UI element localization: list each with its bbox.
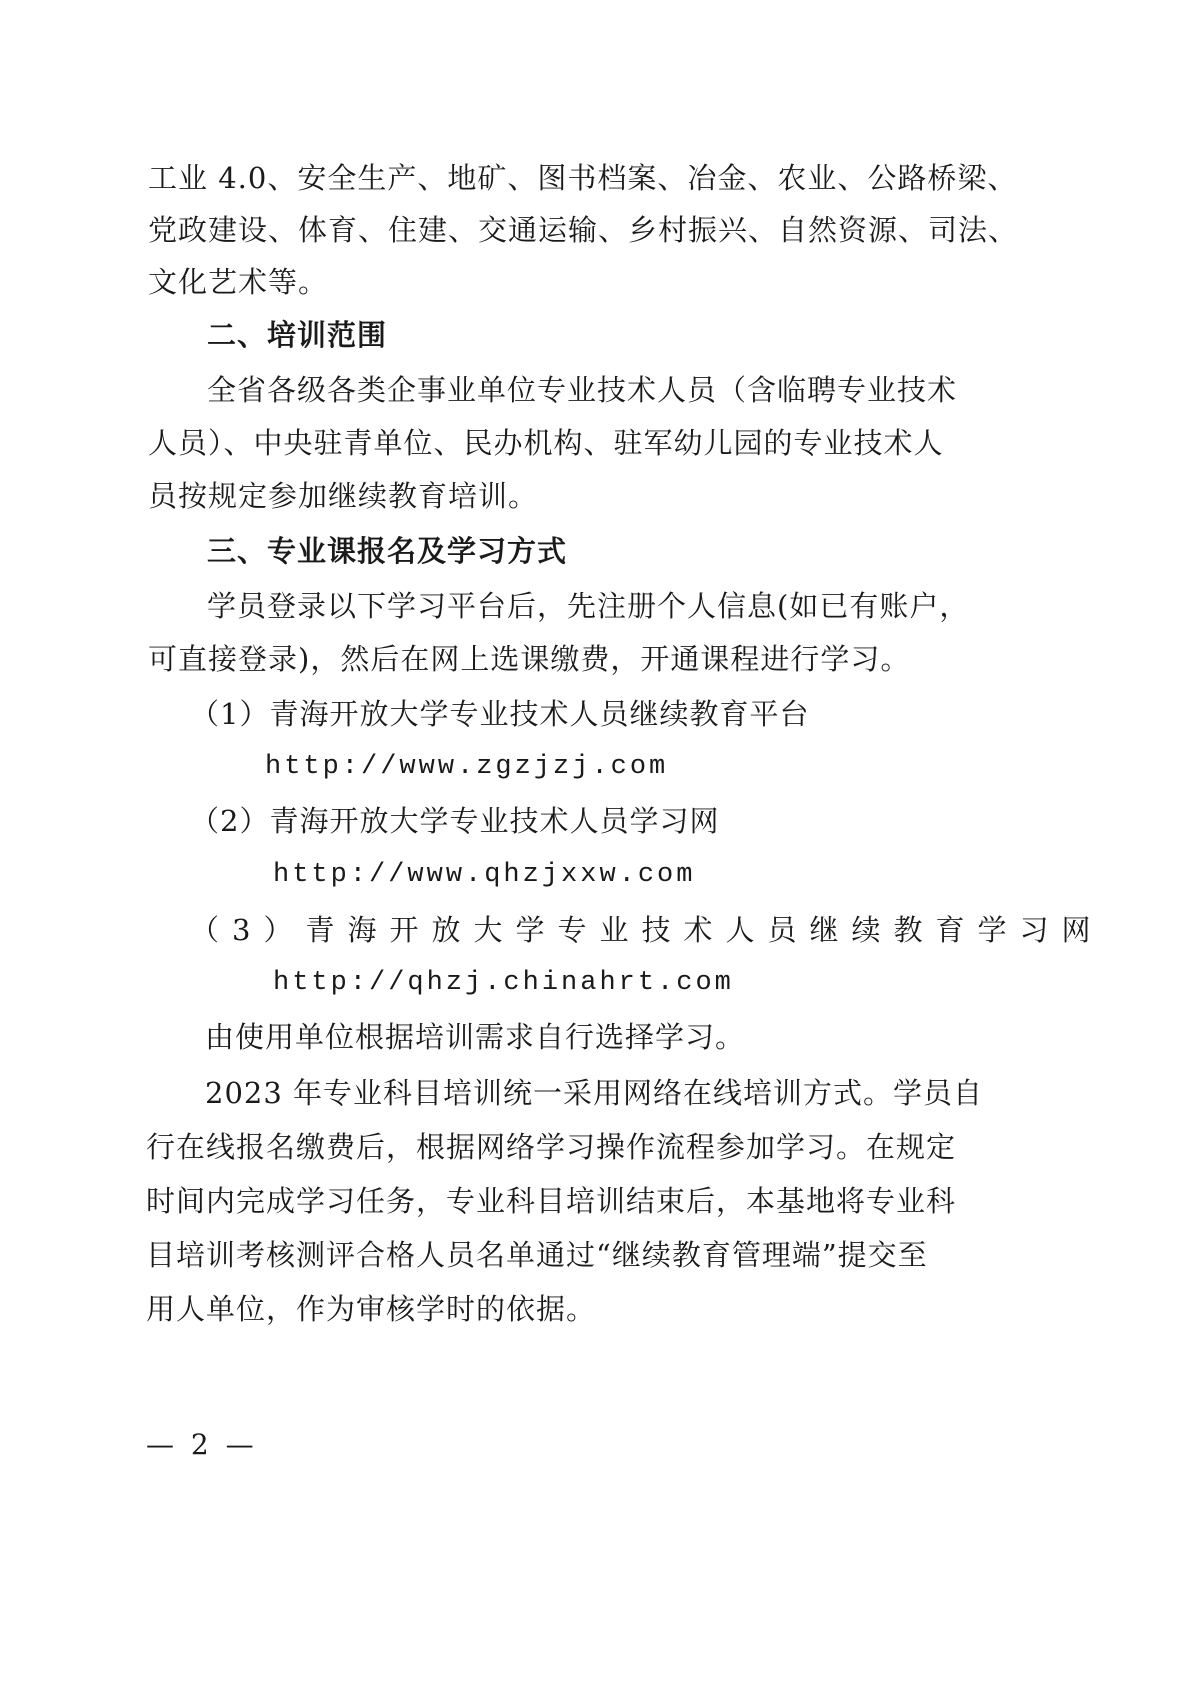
paragraph-line: 时间内完成学习任务，专业科目培训结束后，本基地将专业科: [146, 1184, 957, 1218]
platform-url[interactable]: http://www.qhzjxxw.com: [273, 860, 696, 890]
paragraph-line: 人员）、中央驻青单位、民办机构、驻军幼儿园的专业技术人: [148, 426, 944, 460]
paragraph-line: 员按规定参加继续教育培训。: [148, 479, 539, 513]
paragraph-line: 目培训考核测评合格人员名单通过“继续教育管理端”提交至: [146, 1238, 928, 1272]
paragraph-line: 全省各级各类企事业单位专业技术人员（含临聘专业技术: [207, 373, 958, 407]
page-number: — 2 —: [146, 1428, 258, 1461]
platform-name: （2）青海开放大学专业技术人员学习网: [190, 804, 720, 838]
paragraph-line: 可直接登录)，然后在网上选课缴费，开通课程进行学习。: [148, 642, 911, 676]
section-heading: 二、培训范围: [207, 318, 388, 352]
paragraph-line: 文化艺术等。: [148, 265, 329, 299]
platform-url[interactable]: http://www.zgzjzj.com: [265, 752, 669, 782]
paragraph-line: 学员登录以下学习平台后，先注册个人信息(如已有账户，: [207, 589, 970, 623]
platform-url[interactable]: http://qhzj.chinahrt.com: [273, 968, 734, 998]
paragraph-line: 2023 年专业科目培训统一采用网络在线培训方式。学员自: [205, 1076, 984, 1110]
platform-name: （3）青海开放大学专业技术人员继续教育学习网: [190, 913, 1104, 947]
paragraph-line: 用人单位，作为审核学时的依据。: [146, 1292, 597, 1326]
paragraph-line: 行在线报名缴费后，根据网络学习操作流程参加学习。在规定: [146, 1130, 957, 1164]
paragraph-line: 工业 4.0、安全生产、地矿、图书档案、冶金、农业、公路桥梁、: [148, 161, 1018, 195]
section-heading: 三、专业课报名及学习方式: [207, 534, 568, 568]
paragraph-line: 由使用单位根据培训需求自行选择学习。: [205, 1020, 746, 1054]
platform-name: （1）青海开放大学专业技术人员继续教育平台: [190, 697, 810, 731]
paragraph-line: 党政建设、体育、住建、交通运输、乡村振兴、自然资源、司法、: [148, 213, 1019, 247]
